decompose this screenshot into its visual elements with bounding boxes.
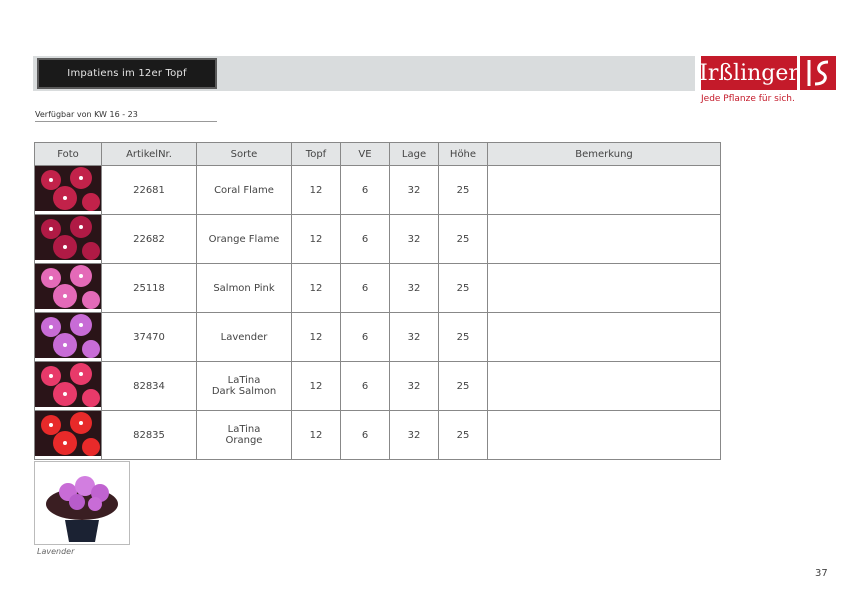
cell-bemerkung bbox=[488, 411, 721, 460]
sorte-line-1: LaTina bbox=[227, 375, 261, 386]
cell-sorte bbox=[197, 264, 292, 313]
cell-artikel: 82834 bbox=[102, 362, 197, 411]
cell-sorte bbox=[197, 166, 292, 215]
col-foto: Foto bbox=[34, 142, 102, 166]
flower-thumbnail bbox=[35, 411, 101, 456]
cell-bemerkung bbox=[488, 166, 721, 215]
cell-bemerkung bbox=[488, 215, 721, 264]
cell-topf: 12 bbox=[292, 411, 341, 460]
col-topf: Topf bbox=[292, 142, 341, 166]
availability-note: Verfügbar von KW 16 - 23 bbox=[35, 110, 217, 122]
cell-topf: 12 bbox=[292, 313, 341, 362]
page-number: 37 bbox=[815, 568, 828, 579]
cell-lage: 32 bbox=[390, 313, 439, 362]
cell-bemerkung bbox=[488, 313, 721, 362]
flower-thumbnail bbox=[35, 166, 101, 211]
cell-artikel: 22681 bbox=[102, 166, 197, 215]
table-header-row bbox=[34, 142, 721, 166]
sorte-line-1: Lavender bbox=[220, 331, 268, 343]
cell-ve: 6 bbox=[341, 362, 390, 411]
table-row bbox=[34, 215, 721, 264]
table-row bbox=[34, 362, 721, 411]
product-table bbox=[34, 142, 721, 460]
flower-thumbnail bbox=[35, 362, 101, 407]
product-photo bbox=[34, 461, 130, 545]
cell-hoehe: 25 bbox=[439, 215, 488, 264]
page-title: Impatiens im 12er Topf bbox=[37, 58, 217, 89]
cell-hoehe: 25 bbox=[439, 313, 488, 362]
cell-bemerkung bbox=[488, 362, 721, 411]
sorte-line-1: LaTina bbox=[227, 424, 261, 435]
col-bemerkung: Bemerkung bbox=[488, 142, 721, 166]
cell-artikel: 82835 bbox=[102, 411, 197, 460]
cell-topf: 12 bbox=[292, 264, 341, 313]
col-lage: Lage bbox=[390, 142, 439, 166]
flower-thumbnail bbox=[35, 215, 101, 260]
cell-hoehe: 25 bbox=[439, 362, 488, 411]
col-hoehe: Höhe bbox=[439, 142, 488, 166]
cell-lage: 32 bbox=[390, 362, 439, 411]
sorte-line-2: Orange bbox=[225, 435, 263, 446]
cell-bemerkung bbox=[488, 264, 721, 313]
sorte-line-1: Salmon Pink bbox=[213, 282, 275, 294]
cell-ve: 6 bbox=[341, 215, 390, 264]
cell-topf: 12 bbox=[292, 166, 341, 215]
sorte-line-2: Dark Salmon bbox=[211, 386, 277, 397]
sorte-line-1: Coral Flame bbox=[214, 184, 274, 196]
table-row bbox=[34, 411, 721, 460]
cell-lage: 32 bbox=[390, 215, 439, 264]
cell-topf: 12 bbox=[292, 362, 341, 411]
flower-thumbnail bbox=[35, 313, 101, 358]
cell-photo bbox=[34, 264, 102, 313]
cell-lage: 32 bbox=[390, 411, 439, 460]
col-artikelnr: ArtikelNr. bbox=[102, 142, 197, 166]
cell-lage: 32 bbox=[390, 264, 439, 313]
cell-photo bbox=[34, 411, 102, 460]
cell-photo bbox=[34, 362, 102, 411]
cell-hoehe: 25 bbox=[439, 166, 488, 215]
logo-tagline: Jede Pflanze für sich. bbox=[701, 94, 795, 104]
cell-sorte bbox=[197, 411, 292, 460]
cell-ve: 6 bbox=[341, 411, 390, 460]
sorte-line-1: Orange Flame bbox=[208, 233, 280, 245]
logo-mark-icon bbox=[800, 56, 836, 90]
cell-hoehe: 25 bbox=[439, 264, 488, 313]
cell-photo bbox=[34, 215, 102, 264]
col-ve: VE bbox=[341, 142, 390, 166]
cell-sorte bbox=[197, 215, 292, 264]
flower-thumbnail bbox=[35, 264, 101, 309]
cell-lage: 32 bbox=[390, 166, 439, 215]
col-sorte: Sorte bbox=[197, 142, 292, 166]
cell-sorte bbox=[197, 362, 292, 411]
cell-artikel: 25118 bbox=[102, 264, 197, 313]
cell-ve: 6 bbox=[341, 166, 390, 215]
cell-sorte bbox=[197, 313, 292, 362]
cell-artikel: 37470 bbox=[102, 313, 197, 362]
cell-topf: 12 bbox=[292, 215, 341, 264]
cell-ve: 6 bbox=[341, 313, 390, 362]
cell-photo bbox=[34, 166, 102, 215]
cell-hoehe: 25 bbox=[439, 411, 488, 460]
cell-ve: 6 bbox=[341, 264, 390, 313]
cell-photo bbox=[34, 313, 102, 362]
table-row bbox=[34, 166, 721, 215]
table-row bbox=[34, 264, 721, 313]
table-row bbox=[34, 313, 721, 362]
company-logo bbox=[701, 56, 836, 106]
cell-artikel: 22682 bbox=[102, 215, 197, 264]
logo-wordmark: Irßlinger bbox=[701, 56, 797, 90]
photo-caption: Lavender bbox=[37, 547, 75, 556]
